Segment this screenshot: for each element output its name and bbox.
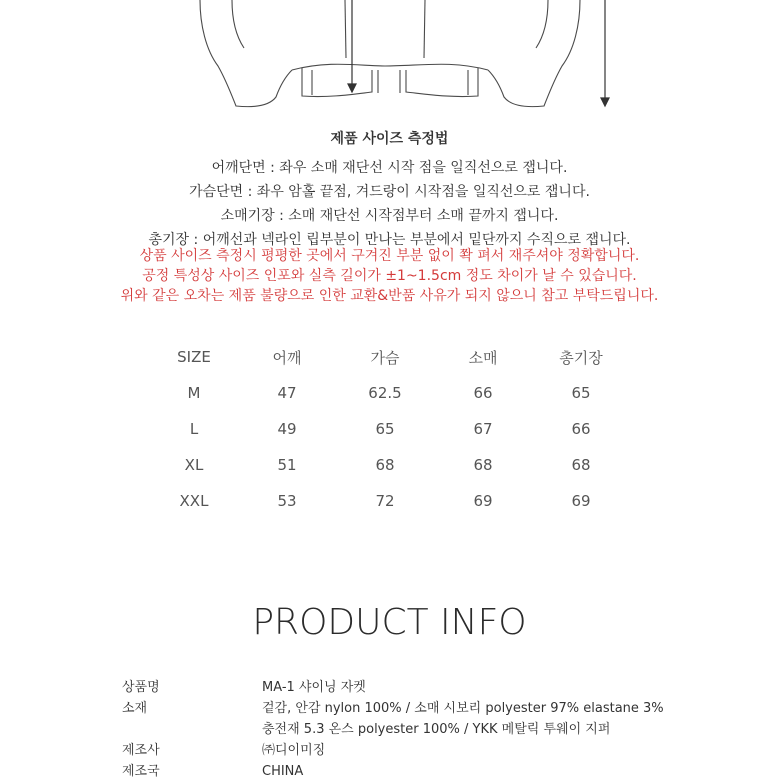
cell-shoulder: 53 [277,492,297,510]
info-value: MA-1 샤이닝 자켓 [262,680,366,695]
header-total-length: 총기장 [559,348,603,367]
header-sleeve: 소매 [468,348,498,367]
cell-size: XL [184,456,204,474]
size-table-header-row [150,339,630,375]
info-row-manufacturer [122,740,664,761]
cell-size: M [187,384,201,402]
info-row-product-name [122,677,664,698]
notice-line: 공정 특성상 사이즈 인포와 실측 길이가 ±1~1.5cm 정도 차이가 날 수 있습니다. [142,268,637,284]
cell-sleeve: 69 [473,492,493,510]
cell-size: L [189,420,199,438]
product-info-title: PRODUCT INFO [252,602,527,643]
cell-chest: 65 [375,420,395,438]
info-label: 소재 [122,701,148,716]
cell-sleeve: 67 [473,420,493,438]
cell-chest: 62.5 [368,384,402,402]
header-shoulder: 어깨 [272,348,302,367]
info-label: 상품명 [122,680,160,695]
table-row [150,411,630,447]
cell-total-length: 69 [571,492,591,510]
measurement-title: 제품 사이즈 측정법 [330,131,449,147]
cell-total-length: 68 [571,456,591,474]
info-value: ㈜디이미징 [262,743,326,758]
measurement-line-length: 총기장 : 어깨선과 넥라인 립부분이 만나는 부분에서 밑단까지 수직으로 잽니다. [148,232,631,248]
table-row [150,483,630,519]
header-chest: 가슴 [370,348,400,367]
table-row [150,447,630,483]
measurement-line-shoulder: 어깨단면 : 좌우 소매 재단선 시작 점을 일직선으로 잽니다. [211,160,568,176]
table-row [150,375,630,411]
cell-shoulder: 51 [277,456,297,474]
cell-size: XXL [179,492,209,510]
measurement-guide [0,128,779,252]
cell-total-length: 66 [571,420,591,438]
cell-sleeve: 66 [473,384,493,402]
info-label: 제조사 [122,743,160,758]
cell-chest: 68 [375,456,395,474]
info-label: 제조국 [122,764,160,779]
measurement-line-sleeve: 소매기장 : 소매 재단선 시작점부터 소매 끝까지 잽니다. [220,208,559,224]
header-size: SIZE [177,348,211,366]
jacket-sketch [0,0,779,112]
size-notice [0,246,779,306]
info-value: 충전재 5.3 온스 polyester 100% / YKK 메탈릭 투웨이 지퍼 [262,722,611,737]
cell-total-length: 65 [571,384,591,402]
cell-shoulder: 47 [277,384,297,402]
info-row-material [122,698,664,740]
cell-shoulder: 49 [277,420,297,438]
notice-line: 상품 사이즈 측정시 평평한 곳에서 구겨진 부분 없이 쫙 펴서 재주셔야 정확합니다. [139,248,640,264]
cell-sleeve: 68 [473,456,493,474]
info-value: 겉감, 안감 nylon 100% / 소매 시보리 polyester 97% elastane 3% [262,701,664,716]
info-value: CHINA [262,764,304,779]
cell-chest: 72 [375,492,395,510]
measurement-line-chest: 가슴단면 : 좌우 암홀 끝점, 겨드랑이 시작점을 일직선으로 잽니다. [189,184,590,200]
size-table [150,339,630,519]
product-info-list [122,677,664,782]
notice-line: 위와 같은 오차는 제품 불량으로 인한 교환&반품 사유가 되지 않으니 참고 부탁드립니다. [120,288,659,304]
